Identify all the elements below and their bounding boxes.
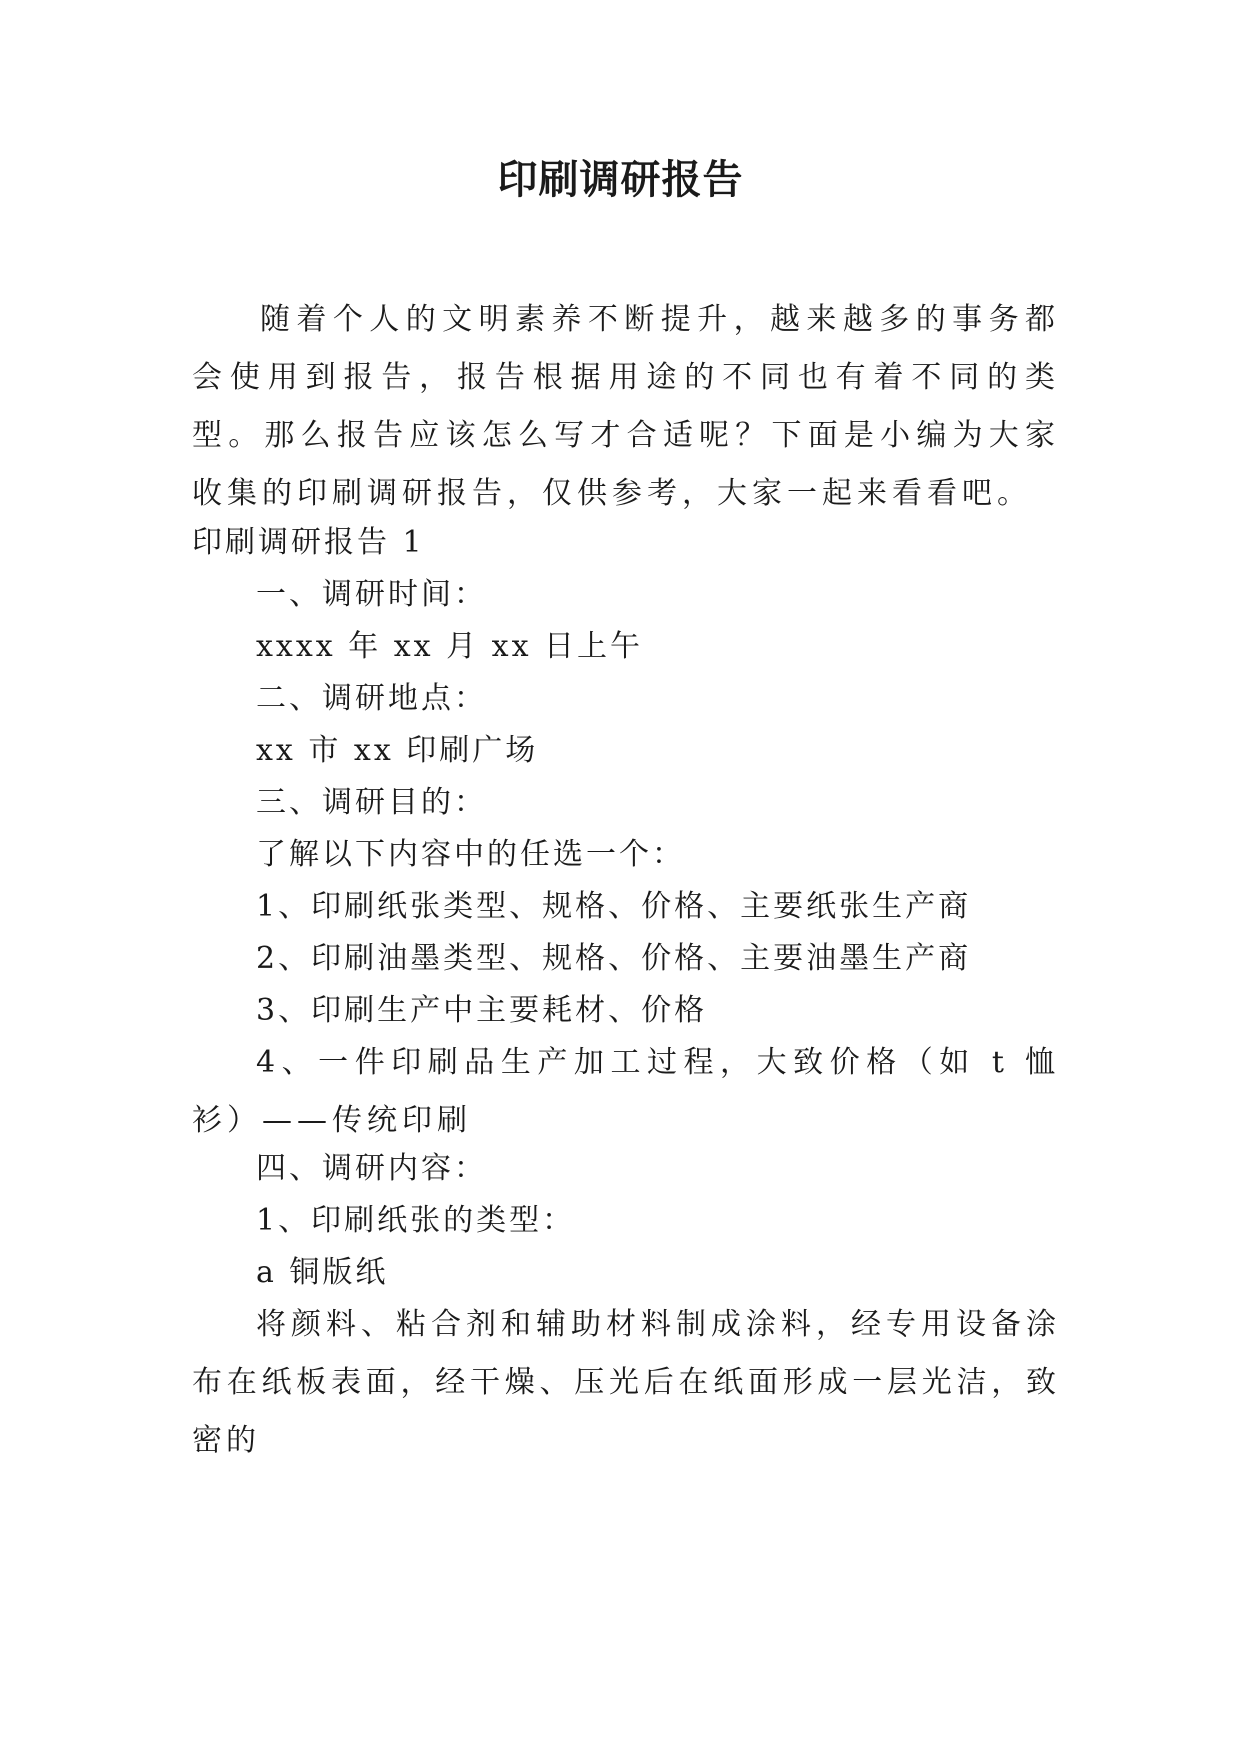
line-survey-purpose-intro: 了解以下内容中的任选一个： [256,837,685,872]
line-survey-time-heading: 一、调研时间： [256,577,487,612]
line-purpose-item-3: 3、印刷生产中主要耗材、价格 [256,993,708,1028]
line-survey-location-value: xx 市 xx 印刷广场 [256,733,539,768]
line-survey-purpose-heading: 三、调研目的： [256,785,487,820]
line-coated-paper: a 铜版纸 [256,1255,389,1290]
line-survey-time-value: xxxx 年 xx 月 xx 日上午 [256,629,644,664]
intro-paragraph: 随着个人的文明素养不断提升，越来越多的事务都会使用到报告，报告根据用途的不同也有着不同的类型。那么报告应该怎么写才合适呢？下面是小编为大家收集的印刷调研报告，仅供参考，大家一起来看看吧。 [192,302,1060,511]
line-purpose-item-1: 1、印刷纸张类型、规格、价格、主要纸张生产商 [256,889,972,924]
line-purpose-item-4: 4、一件印刷品生产加工过程，大致价格（如 t 恤衫）——传统印刷 [192,1045,1060,1138]
line-survey-location-heading: 二、调研地点： [256,681,487,716]
section-heading: 印刷调研报告 1 [192,525,425,560]
line-paper-types-heading: 1、印刷纸张的类型： [256,1203,576,1238]
line-purpose-item-2: 2、印刷油墨类型、规格、价格、主要油墨生产商 [256,941,972,976]
coated-paper-description: 将颜料、粘合剂和辅助材料制成涂料，经专用设备涂布在纸板表面，经干燥、压光后在纸面形成一层光洁，致密的 [192,1307,1060,1458]
document-title: 印刷调研报告 [497,157,744,203]
line-survey-content-heading: 四、调研内容： [256,1151,487,1186]
